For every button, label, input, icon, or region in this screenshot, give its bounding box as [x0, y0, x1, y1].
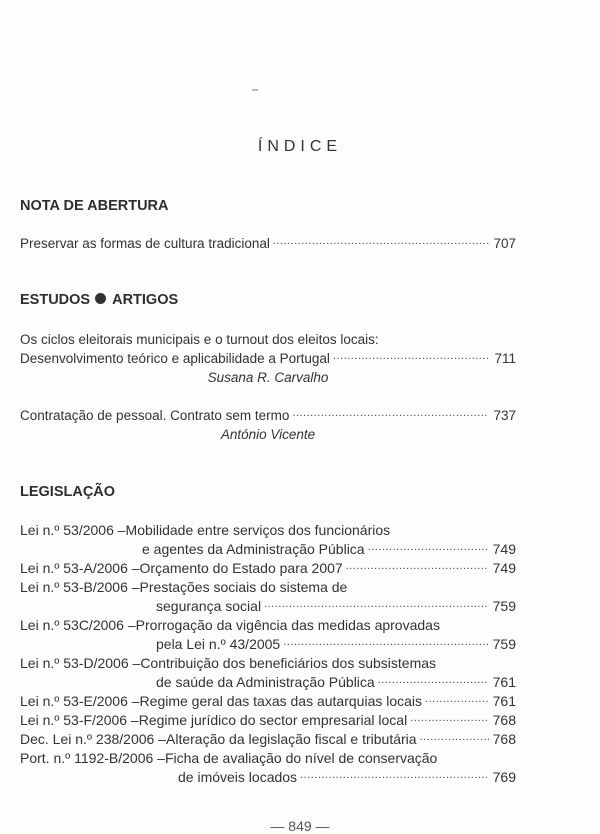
entry-prefix: Lei n.º 53-D/2006 – [20, 655, 141, 671]
dot-leader [283, 636, 489, 649]
page-number: 707 [493, 236, 516, 251]
dot-leader [410, 712, 489, 725]
toc-entry[interactable] [20, 749, 516, 787]
entry-title: Regime geral das taxas das autarquias locais [139, 693, 423, 709]
page-number: 749 [492, 541, 516, 557]
entry-author: Susana R. Carvalho [207, 370, 329, 385]
entry-prefix: Lei n.º 53/2006 – [20, 522, 126, 538]
entry-prefix: Lei n.º 53-A/2006 – [20, 560, 140, 576]
toc-entry[interactable] [20, 521, 516, 559]
page-number: 759 [492, 598, 516, 614]
dot-leader [333, 350, 489, 363]
entry-prefix: Lei n.º 53C/2006 – [20, 617, 136, 633]
entry-title: Alteração da legislação fiscal e tributária [166, 731, 417, 747]
page-footer-number: — 849 — [270, 818, 330, 834]
entry-title: Os ciclos eleitorais municipais e o turnout dos eleitos locais: [20, 332, 379, 347]
toc-entry[interactable] [20, 559, 516, 578]
toc-entry[interactable] [20, 406, 516, 444]
entry-title-cont: segurança social [156, 598, 262, 614]
entry-title: Orçamento do Estado para 2007 [139, 560, 343, 576]
page-number: 749 [492, 560, 516, 576]
toc-entry[interactable] [20, 711, 516, 730]
legislation-list [20, 521, 516, 787]
dot-leader [368, 541, 489, 554]
page-number: 737 [493, 408, 516, 423]
entry-title-cont: e agentes da Administração Pública [142, 541, 365, 557]
page-number: 711 [494, 351, 516, 366]
bullet-icon [95, 293, 106, 304]
entry-title-cont: de saúde da Administração Pública [156, 674, 375, 690]
toc-entry[interactable] [20, 692, 516, 711]
entry-title: Prorrogação da vigência das medidas aprovadas [135, 617, 440, 633]
entry-title: Contratação de pessoal. Contrato sem termo [20, 408, 290, 423]
entry-prefix: Port. n.º 1192-B/2006 – [20, 750, 165, 766]
toc-entry[interactable] [20, 578, 516, 616]
dot-leader [346, 560, 489, 573]
entry-title: Mobilidade entre serviços dos funcionários [125, 522, 391, 538]
entry-title: Ficha de avaliação do nível de conservação [164, 750, 438, 766]
section-heading-legislacao: LEGISLAÇÃO [20, 484, 116, 500]
entry-prefix: Lei n.º 53-E/2006 – [20, 693, 140, 709]
dot-leader [420, 731, 489, 744]
entry-prefix: Lei n.º 53-B/2006 – [20, 579, 140, 595]
entry-title-cont: de imóveis locados [178, 769, 298, 785]
toc-entry[interactable] [20, 616, 516, 654]
toc-entry[interactable] [20, 730, 516, 749]
page-number: 769 [492, 769, 516, 785]
dot-leader [264, 598, 489, 611]
page-number: 761 [492, 693, 516, 709]
entry-author: António Vicente [220, 427, 316, 442]
page-number: 768 [492, 712, 516, 728]
heading-part: ARTIGOS [112, 292, 179, 308]
dot-leader [273, 235, 489, 248]
toc-entry[interactable] [20, 330, 516, 387]
heading-part: ESTUDOS [20, 292, 91, 308]
dot-leader [378, 674, 489, 687]
section-heading-estudos [20, 292, 178, 308]
entry-title: Regime jurídico do sector empresarial local [138, 712, 408, 728]
toc-entry[interactable] [20, 654, 516, 692]
page-title: ÍNDICE [257, 138, 343, 155]
section-heading-abertura: NOTA DE ABERTURA [20, 198, 169, 214]
dot-leader [300, 769, 489, 782]
scan-mark [252, 89, 258, 91]
dot-leader [292, 407, 489, 420]
entry-prefix: Dec. Lei n.º 238/2006 – [20, 731, 166, 747]
entry-title: Preservar as formas de cultura tradicional [20, 236, 270, 251]
page-number: 761 [492, 674, 516, 690]
entry-prefix: Lei n.º 53-F/2006 – [20, 712, 139, 728]
page-number: 768 [492, 731, 516, 747]
entry-title: Contribuição dos beneficiários dos subsistemas [140, 655, 437, 671]
entry-title-cont: Desenvolvimento teórico e aplicabilidade a Portugal [20, 351, 330, 366]
entry-title-cont: pela Lei n.º 43/2005 [156, 636, 281, 652]
toc-entry[interactable] [20, 234, 516, 253]
entry-title: Prestações sociais do sistema de [139, 579, 348, 595]
page-number: 759 [492, 636, 516, 652]
dot-leader [425, 693, 489, 706]
